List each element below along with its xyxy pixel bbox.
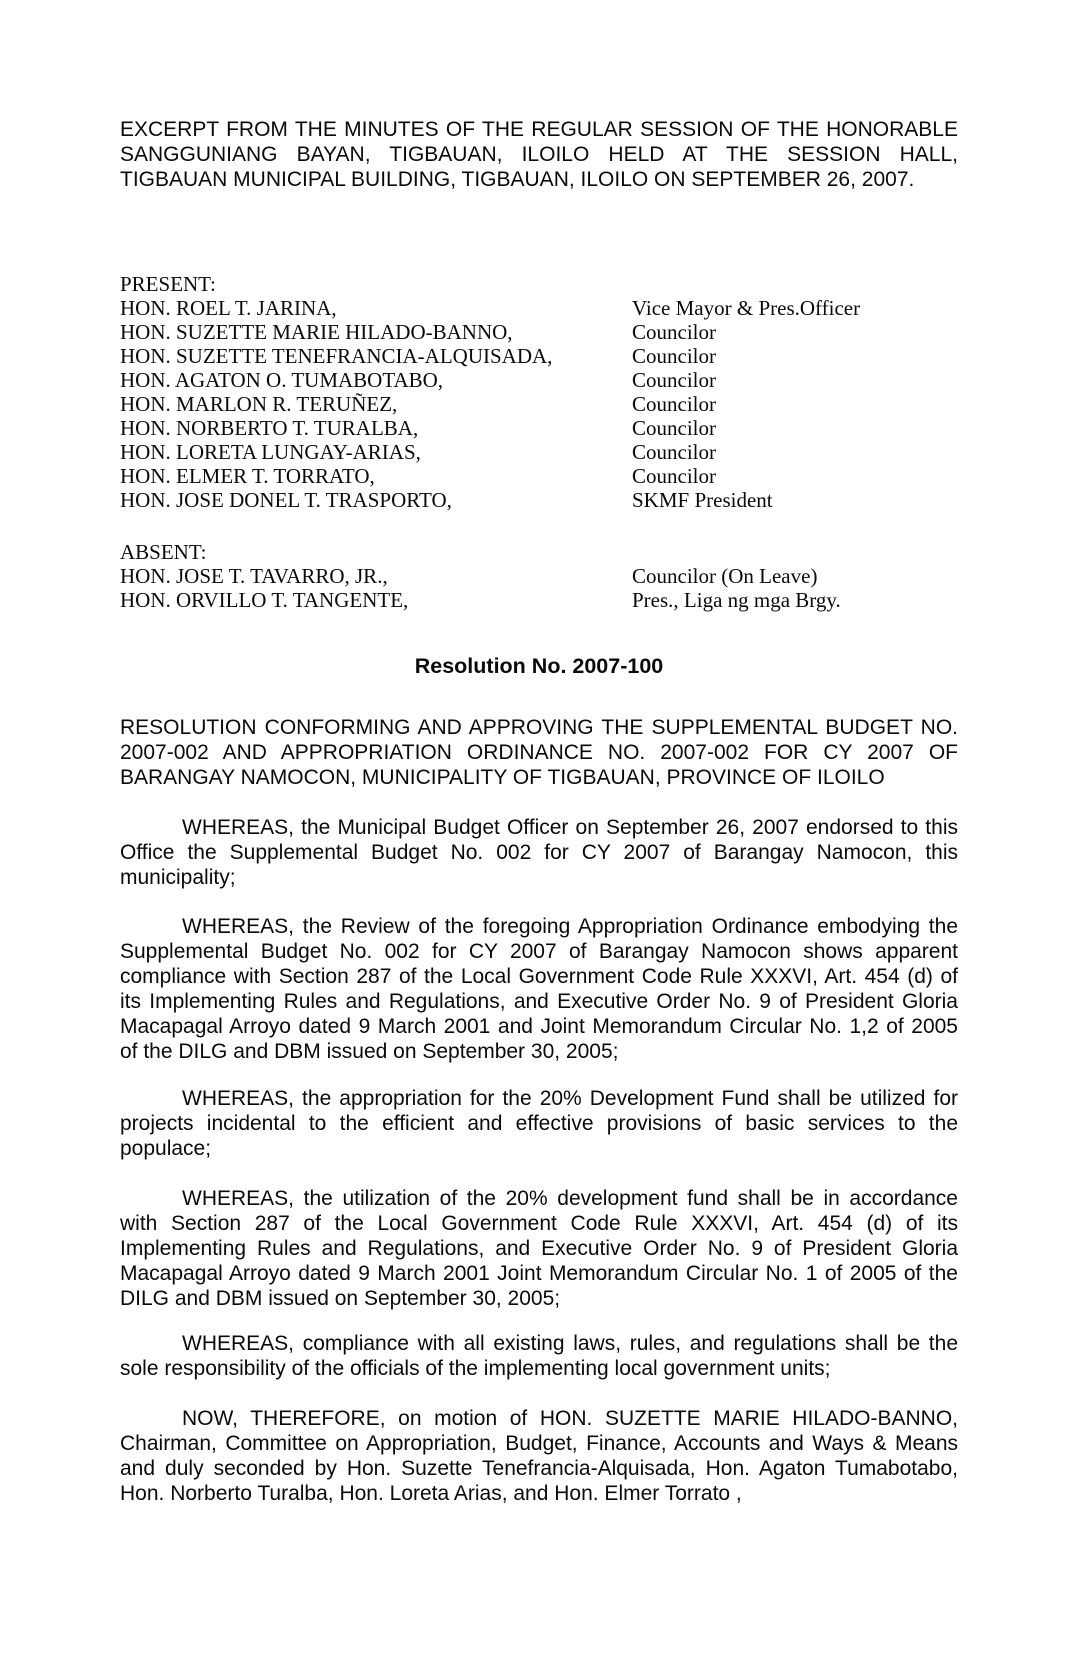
resolution-title: RESOLUTION CONFORMING AND APPROVING THE SUPPLEMENTAL BUDGET NO. 2007-002 AND APPROPRIATION ORDINANCE NO. 2007-002 FOR CY 2007 OF BARANGAY NAMOCON, MUNICIPALITY OF TIGBAUAN, PROVINCE OF ILOILO <box>120 716 958 789</box>
resolution-number-heading: Resolution No. 2007-100 <box>414 654 664 678</box>
member-position: Councilor <box>632 368 716 392</box>
member-name: HON. AGATON O. TUMABOTABO, <box>120 368 444 392</box>
member-name: HON. LORETA LUNGAY-ARIAS, <box>120 440 421 464</box>
present-section <box>120 272 958 512</box>
roster-row <box>120 588 958 612</box>
member-position: Councilor <box>632 320 716 344</box>
member-position: Councilor <box>632 416 716 440</box>
roster-row <box>120 416 958 440</box>
member-position: Councilor (On Leave) <box>632 564 818 588</box>
member-name: HON. JOSE DONEL T. TRASPORTO, <box>120 488 452 512</box>
roster-row <box>120 488 958 512</box>
member-position: SKMF President <box>632 488 773 512</box>
roster-row <box>120 464 958 488</box>
absent-section <box>120 540 958 612</box>
whereas-paragraph: WHEREAS, compliance with all existing laws, rules, and regulations shall be the sole responsibility of the officials of the implementing local government units; <box>120 1332 958 1380</box>
roster-row <box>120 440 958 464</box>
roster-row <box>120 564 958 588</box>
member-name: HON. MARLON R. TERUÑEZ, <box>120 392 398 416</box>
member-name: HON. SUZETTE TENEFRANCIA-ALQUISADA, <box>120 344 553 368</box>
roster-row <box>120 392 958 416</box>
roster-row <box>120 320 958 344</box>
whereas-paragraph: WHEREAS, the appropriation for the 20% Development Fund shall be utilized for projects incidental to the efficient and effective provisions of basic services to the populace; <box>120 1087 958 1160</box>
roster-row <box>120 344 958 368</box>
now-therefore-paragraph: NOW, THEREFORE, on motion of HON. SUZETTE MARIE HILADO-BANNO, Chairman, Committee on Appropriation, Budget, Finance, Accounts and Ways & Means and duly seconded by Hon. Suzette Tenefrancia-Alquisada, Hon. Agaton Tumabotabo, Hon. Norberto Turalba, Hon. Loreta Arias, and Hon. Elmer Torrato , <box>120 1407 958 1505</box>
member-position: Pres., Liga ng mga Brgy. <box>632 588 841 612</box>
whereas-paragraph: WHEREAS, the Review of the foregoing Appropriation Ordinance embodying the Supplemental Budget No. 002 for CY 2007 of Barangay Namocon shows apparent compliance with Section 287 of the Local Government Code Rule XXXVI, Art. 454 (d) of its Implementing Rules and Regulations, and Executive Order No. 9 of President Gloria Macapagal Arroyo dated 9 March 2001 and Joint Memorandum Circular No. 1,2 of 2005 of the DILG and DBM issued on September 30, 2005; <box>120 915 958 1063</box>
present-label: PRESENT: <box>120 272 216 296</box>
whereas-paragraph: WHEREAS, the utilization of the 20% development fund shall be in accordance with Section 287 of the Local Government Code Rule XXXVI, Art. 454 (d) of its Implementing Rules and Regulations, and Executive Order No. 9 of President Gloria Macapagal Arroyo dated 9 March 2001 Joint Memorandum Circular No. 1 of 2005 of the DILG and DBM issued on September 30, 2005; <box>120 1187 958 1310</box>
member-position: Councilor <box>632 392 716 416</box>
whereas-paragraph: WHEREAS, the Municipal Budget Officer on September 26, 2007 endorsed to this Office the Supplemental Budget No. 002 for CY 2007 of Barangay Namocon, this municipality; <box>120 816 958 889</box>
member-name: HON. JOSE T. TAVARRO, JR., <box>120 564 388 588</box>
member-position: Councilor <box>632 464 716 488</box>
document-content <box>120 117 958 1506</box>
member-position: Councilor <box>632 440 716 464</box>
member-name: HON. ROEL T. JARINA, <box>120 296 337 320</box>
member-position: Vice Mayor & Pres.Officer <box>632 296 861 320</box>
roster-row <box>120 368 958 392</box>
member-name: HON. SUZETTE MARIE HILADO-BANNO, <box>120 320 513 344</box>
member-name: HON. ORVILLO T. TANGENTE, <box>120 588 409 612</box>
roster-row <box>120 296 958 320</box>
member-position: Councilor <box>632 344 716 368</box>
opening-statement: EXCERPT FROM THE MINUTES OF THE REGULAR SESSION OF THE HONORABLE SANGGUNIANG BAYAN, TIGBAUAN, ILOILO HELD AT THE SESSION HALL, TIGBAUAN MUNICIPAL BUILDING, TIGBAUAN, ILOILO ON SEPTEMBER 26, 2007. <box>120 118 958 191</box>
member-name: HON. NORBERTO T. TURALBA, <box>120 416 419 440</box>
member-name: HON. ELMER T. TORRATO, <box>120 464 375 488</box>
absent-label: ABSENT: <box>120 540 207 564</box>
